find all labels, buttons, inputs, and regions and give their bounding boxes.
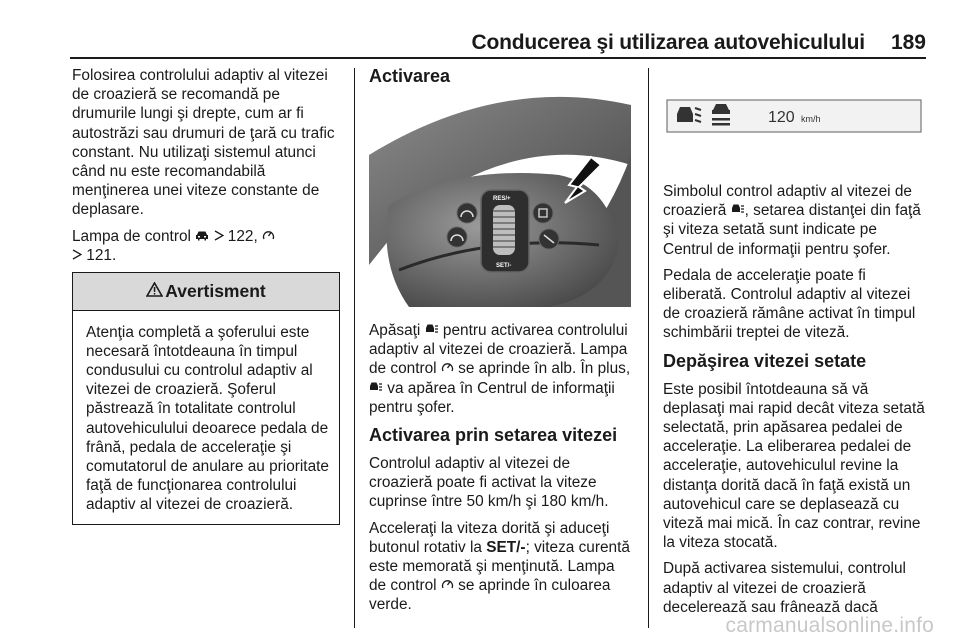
section-heading-exceed-speed: Depăşirea vitezei setate [663,350,867,371]
cruise-control-icon [441,359,454,378]
set-label: SET/- [496,263,512,269]
exceed-speed-paragraph: Este posibil întotdeauna să vă deplasaţi mai rapid decât viteza setată selectată, prin apăsarea pedalei de acceleraţie. La eliberarea pedalei de acceleraţie, autovehiculul revine la distanţa dorită dacă în faţă există un autovehicul care se deplasează cu viteză mai mică. În caz contrar, revine la viteza stocată. [663,380,925,552]
pedal-release-paragraph: Pedala de acceleraţie poate fi eliberată. Controlul adaptiv al vitezei de croazieră rămâne activat în timpul schimbării treptei de viteză. [663,266,916,342]
driver-info-display-illustration [663,64,925,174]
section-heading-speed-set: Activarea prin setarea vitezei [369,425,618,446]
set-speed-value: 120 [768,109,795,126]
steering-wheel-illustration [369,95,631,307]
page-title: Conducerea şi utilizarea autovehiculului [471,31,865,54]
display-description: Simbolul control adaptiv al vitezei de croazieră , setarea distanţei din faţă şi viteza setată sunt indicate pe Centrul de informaţii pentru şofer. [663,183,921,258]
column-2 [369,66,634,622]
column-divider-1 [354,68,355,628]
acc-icon [425,321,439,340]
page-reference-arrow-icon [214,227,224,246]
control-lamp-reference: Lampa de control 122, 121. [72,227,342,265]
page-number: 189 [890,31,926,54]
warning-box [72,272,340,525]
acc-icon [369,379,383,398]
cruise-control-icon [262,227,275,246]
speed-unit: km/h [801,114,821,124]
set-speed-instructions: Acceleraţi la viteza dorită şi aduceţi butonul rotativ la SET/-; viteza curentă este memorată şi menţinută. Lampa de control se aprinde în culoarea verde. [369,519,630,614]
activation-instructions: Apăsaţi pentru activarea controlului adaptiv al vitezei de croazieră. Lampa de control se aprinde în alb. În plus, va apărea în Centrul de informaţii pentru şofer. [369,322,631,416]
deceleration-paragraph: După activarea sistemului, controlul adaptiv al vitezei de croazieră decelerează sau frânează dacă [663,560,906,616]
car-front-icon [195,227,209,246]
warning-triangle-icon [146,282,163,301]
column-3 [663,66,928,624]
warning-body: Atenţia completă a şoferului este necesară întotdeauna în timpul condusului cu controlul adaptiv al vitezei de croazieră. Şoferul păstrează în totalitate controlul autovehiculului deoarece pedala de frână, pedala de acceleraţie şi comutatorul de anulare au prioritate faţă de funcţionarea controlului adaptiv al vitezei de croazieră. [86,324,329,513]
cruise-control-icon [441,576,454,595]
intro-paragraph: Folosirea controlului adaptiv al vitezei de croazieră se recomandă pe drumurile lungi şi drepte, cum ar fi autostrăzi sau drumuri de ţară cu trafic constant. Nu utilizaţi sistemul atunci când nu este recomandabilă menţinerea unei viteze constante de deplasare. [72,67,335,219]
page-reference-arrow-icon [72,246,82,265]
column-divider-2 [648,68,649,628]
header-rule [70,57,926,59]
res-label: RES/+ [493,196,511,202]
page-header [70,28,926,58]
watermark: carmanualsonline.info [725,614,934,637]
acc-icon [731,201,745,220]
column-1 [72,66,342,525]
section-heading-activation: Activarea [369,66,451,86]
acc-icon [677,107,701,122]
warning-title: Avertisment [165,280,266,301]
set-minus-label: SET/- [486,538,526,556]
speed-range-paragraph: Controlul adaptiv al vitezei de croazieră poate fi activat la viteze cuprinse între 50 km/h şi 180 km/h. [369,455,609,511]
warning-header [73,273,339,311]
